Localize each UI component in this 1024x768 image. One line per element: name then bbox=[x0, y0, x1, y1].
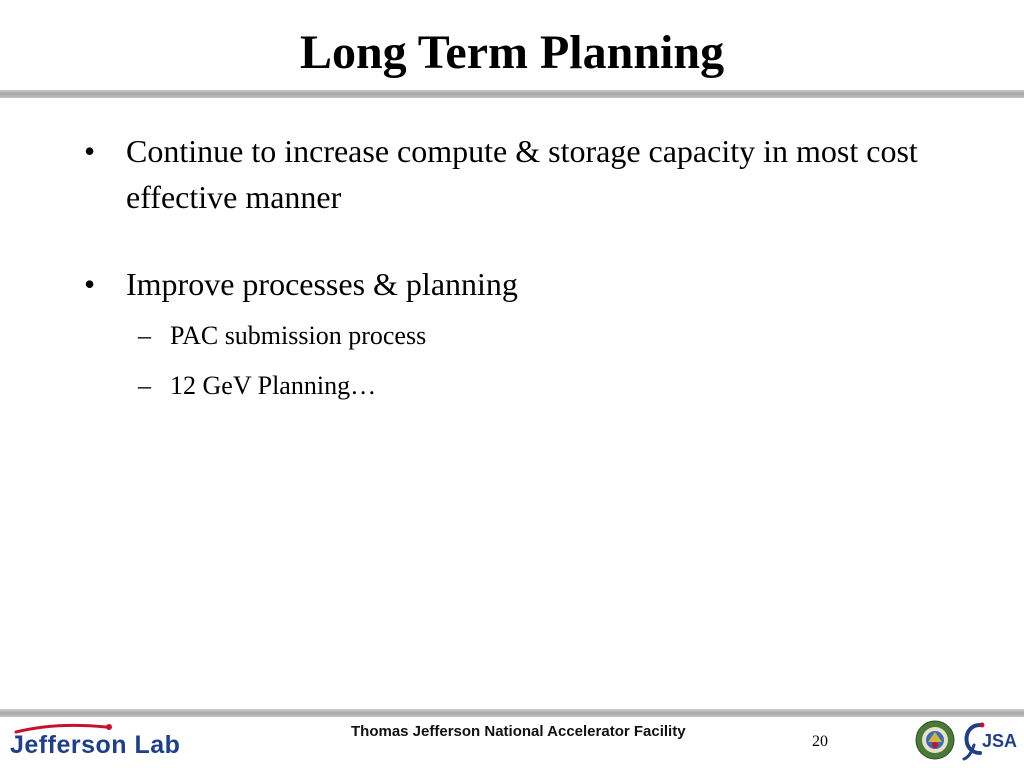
bullet-marker: • bbox=[84, 266, 96, 302]
slide-title: Long Term Planning bbox=[299, 26, 725, 79]
sub-bullet-marker: – bbox=[138, 371, 151, 400]
jsa-logo bbox=[960, 719, 1020, 763]
jefferson-lab-logo bbox=[6, 723, 181, 763]
sub-bullet-marker: – bbox=[138, 321, 151, 350]
sub-bullet-text: 12 GeV Planning… bbox=[170, 371, 377, 400]
slide-footer bbox=[0, 717, 1024, 768]
bullet-item bbox=[84, 261, 924, 307]
sub-bullet-item bbox=[138, 368, 918, 404]
facility-name: Thomas Jefferson National Accelerator Facility bbox=[351, 723, 686, 740]
bullet-text: Continue to increase compute & storage capacity in most cost effective manner bbox=[126, 133, 918, 215]
bullet-item bbox=[84, 128, 924, 220]
doe-seal-icon bbox=[915, 720, 955, 760]
sub-bullet-item bbox=[138, 318, 918, 354]
jsa-text: JSA bbox=[982, 731, 1018, 751]
sub-bullet-text: PAC submission process bbox=[170, 321, 427, 350]
bullet-marker: • bbox=[84, 133, 96, 169]
logo-text: Jefferson Lab bbox=[10, 731, 181, 759]
bullet-text: Improve processes & planning bbox=[126, 266, 518, 302]
footer-divider bbox=[0, 709, 1024, 717]
page-number: 20 bbox=[812, 733, 828, 750]
